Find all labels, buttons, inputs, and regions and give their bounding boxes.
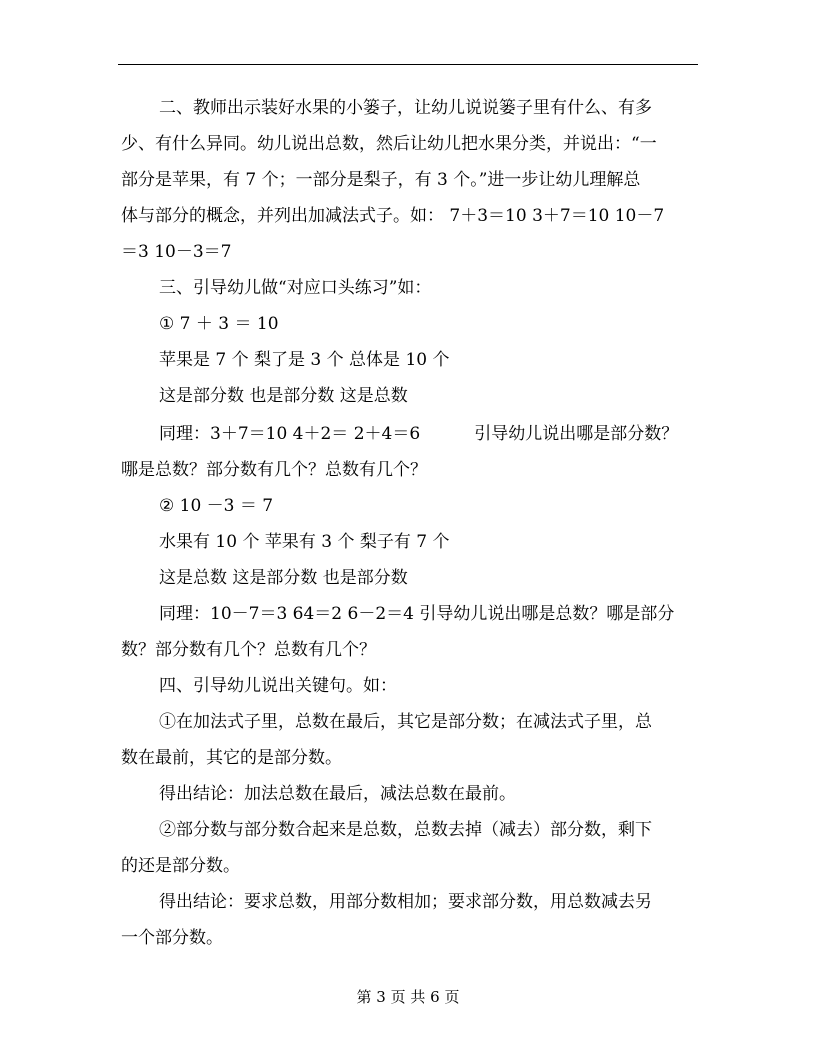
conclusion-2-line-1: 得出结论：要求总数，用部分数相加；要求部分数，用总数减去另 (159, 892, 652, 912)
paragraph-2-line-3: 部分是苹果，有 7 个；一部分是梨子，有 3 个。”进一步让幼儿理解总 (121, 170, 641, 190)
example-1-similar-line-2: 哪是总数？部分数有几个？总数有几个？ (121, 460, 427, 480)
page-number-footer: 第 3 页 共 6 页 (356, 988, 460, 1006)
example-1-similar-line-1: 同理：3＋7＝10 4＋2＝ 2＋4＝6 引导幼儿说出哪是部分数？ (159, 424, 679, 444)
key-sentence-2-line-2: 的还是部分数。 (121, 856, 240, 876)
example-2-equation: ② 10 －3 ＝ 7 (159, 496, 274, 516)
section-4-heading: 四、引导幼儿说出关键句。如： (159, 676, 397, 696)
paragraph-2-line-5: ＝3 10－3＝7 (121, 242, 232, 262)
conclusion-1: 得出结论：加法总数在最后，减法总数在最前。 (159, 784, 516, 804)
key-sentence-2-line-1: ②部分数与部分数合起来是总数，总数去掉（减去）部分数，剩下 (159, 820, 652, 840)
key-sentence-1-line-1: ①在加法式子里，总数在最后，其它是部分数；在减法式子里，总 (159, 712, 652, 732)
example-1-equation: ① 7 ＋ 3 ＝ 10 (159, 314, 279, 334)
header-rule (118, 64, 698, 65)
example-2-similar-line-1: 同理：10－7＝3 64＝2 6－2＝4 引导幼儿说出哪是总数？哪是部分 (159, 604, 675, 624)
paragraph-2-line-1: 二、教师出示装好水果的小篓子，让幼儿说说篓子里有什么、有多 (159, 98, 652, 118)
example-2-counts: 水果有 10 个 苹果有 3 个 梨子有 7 个 (159, 532, 450, 552)
example-1-counts: 苹果是 7 个 梨了是 3 个 总体是 10 个 (159, 350, 450, 370)
example-2-labels: 这是总数 这是部分数 也是部分数 (159, 568, 408, 588)
key-sentence-1-line-2: 数在最前，其它的是部分数。 (121, 748, 342, 768)
paragraph-2-line-2: 少、有什么异同。幼儿说出总数，然后让幼儿把水果分类，并说出：“一 (121, 134, 657, 154)
conclusion-2-line-2: 一个部分数。 (121, 928, 223, 948)
paragraph-2-line-4: 体与部分的概念，并列出加减法式子。如： 7＋3＝10 3＋7＝10 10－7 (121, 206, 665, 226)
example-2-similar-line-2: 数？部分数有几个？总数有几个？ (121, 640, 376, 660)
section-3-heading: 三、引导幼儿做“对应口头练习”如： (159, 278, 432, 298)
example-1-labels: 这是部分数 也是部分数 这是总数 (159, 386, 408, 406)
